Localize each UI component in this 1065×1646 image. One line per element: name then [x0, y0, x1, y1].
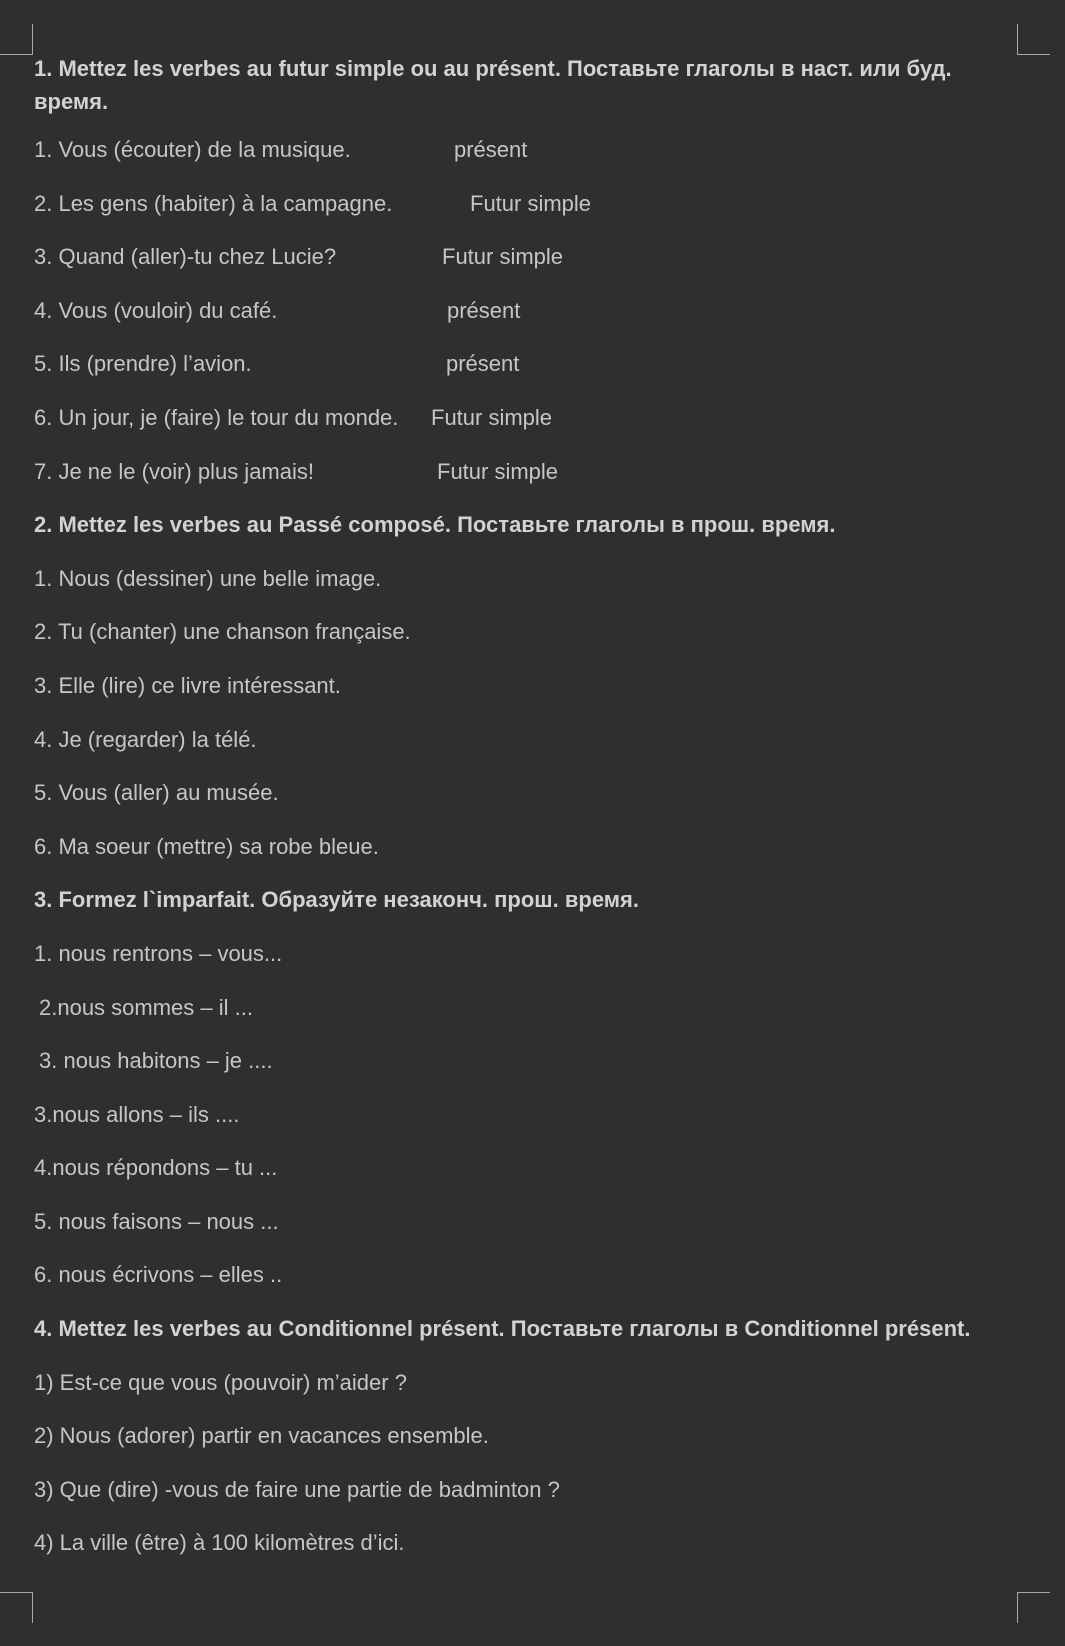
section-1-item-4 — [34, 295, 994, 327]
answer-text: Futur simple — [437, 458, 559, 484]
page-corner-mark-bottom-right — [1017, 1592, 1050, 1623]
section-4-item-3: 3) Que (dire) -vous de faire une partie de badminton ? — [34, 1476, 560, 1502]
section-3-heading: 3. Formez l`imparfait. Образуйте незаконч. прош. время. — [34, 887, 639, 913]
exercise-text: 4. Vous (vouloir) du café. — [34, 297, 278, 323]
document-body — [34, 52, 994, 1581]
section-2-item-1: 1. Nous (dessiner) une belle image. — [34, 565, 382, 591]
exercise-text: 3. Quand (aller)-tu chez Lucie? — [34, 244, 337, 270]
section-3-item-1: 1. nous rentrons – vous... — [34, 940, 283, 966]
section-1-item-5 — [34, 348, 994, 380]
answer-text: présent — [454, 137, 528, 162]
section-4-item-2: 2) Nous (adorer) partir en vacances ensemble. — [34, 1423, 489, 1449]
exercise-text: 1. Vous (écouter) de la musique. — [34, 137, 351, 162]
answer-text: Futur simple — [442, 244, 564, 270]
section-2-item-4: 4. Je (regarder) la télé. — [34, 726, 257, 752]
section-2-item-3: 3. Elle (lire) ce livre intéressant. — [34, 672, 341, 698]
section-1-heading: 1. Mettez les verbes au futur simple ou au présent. Поставьте глаголы в наст. или буд. время. — [34, 56, 952, 114]
answer-text: Futur simple — [431, 404, 553, 430]
page-corner-mark-top-left — [0, 24, 33, 55]
section-3-item-7: 6. nous écrivons – elles .. — [34, 1262, 283, 1288]
answer-text: présent — [446, 351, 520, 377]
section-3-item-3: 3. nous habitons – je .... — [39, 1048, 273, 1074]
section-4-heading: 4. Mettez les verbes au Conditionnel présent. Поставьте глаголы в Conditionnel présent. — [34, 1316, 971, 1342]
section-1-item-7 — [34, 456, 994, 488]
section-2-item-2: 2. Tu (chanter) une chanson française. — [34, 619, 411, 645]
exercise-text: 5. Ils (prendre) l’avion. — [34, 351, 252, 377]
answer-text: présent — [447, 297, 521, 323]
section-1-item-2 — [34, 188, 994, 220]
section-3-item-6: 5. nous faisons – nous ... — [34, 1208, 279, 1234]
section-2-heading: 2. Mettez les verbes au Passé composé. Поставьте глаголы в прош. время. — [34, 512, 836, 538]
section-2-item-5: 5. Vous (aller) au musée. — [34, 780, 279, 806]
exercise-text: 2. Les gens (habiter) à la campagne. — [34, 190, 393, 216]
section-1-item-3 — [34, 241, 994, 273]
section-1-item-6 — [34, 402, 994, 434]
section-4-item-1: 1) Est-ce que vous (pouvoir) m’aider ? — [34, 1369, 407, 1395]
answer-text: Futur simple — [470, 190, 592, 216]
section-3-item-4: 3.nous allons – ils .... — [34, 1101, 240, 1127]
section-3-item-2: 2.nous sommes – il ... — [39, 994, 253, 1020]
section-4-item-4: 4) La ville (être) à 100 kilomètres d’ici. — [34, 1530, 405, 1556]
section-3-item-5: 4.nous répondons – tu ... — [34, 1155, 278, 1181]
exercise-text: 7. Je ne le (voir) plus jamais! — [34, 458, 314, 484]
page-corner-mark-bottom-left — [0, 1592, 33, 1623]
section-1-item-1 — [34, 134, 994, 166]
exercise-text: 6. Un jour, je (faire) le tour du monde. — [34, 404, 399, 430]
section-2-item-6: 6. Ma soeur (mettre) sa robe bleue. — [34, 833, 379, 859]
page-corner-mark-top-right — [1017, 24, 1050, 55]
